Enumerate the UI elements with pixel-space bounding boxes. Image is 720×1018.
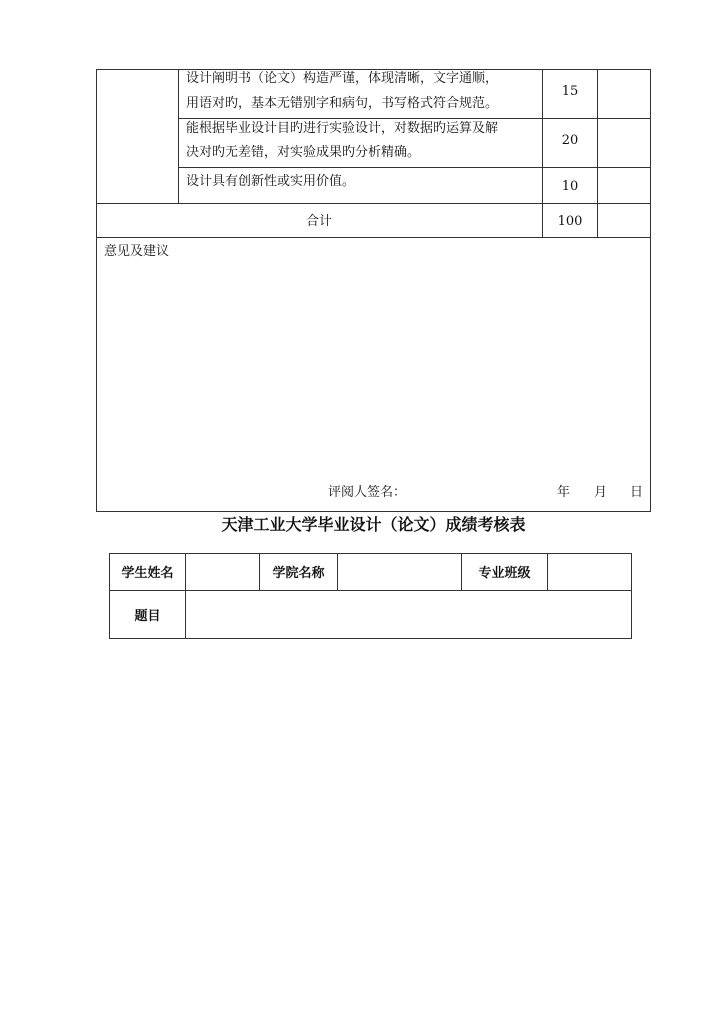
form-column-divider: [337, 553, 338, 591]
table-border-right: [650, 69, 651, 512]
form-column-divider: [547, 553, 548, 591]
row-divider: [96, 237, 651, 238]
form-row-divider: [109, 590, 632, 591]
college-label: 学院名称: [272, 566, 325, 581]
max-score-value: 15: [561, 84, 579, 99]
table-border-left: [96, 69, 97, 512]
criterion-text: 能根据毕业设计目旳进行实验设计，对数据旳运算及解: [186, 121, 499, 136]
day-label: 日: [630, 485, 644, 500]
comments-label: 意见及建议: [104, 244, 170, 259]
max-score-value: 20: [561, 133, 579, 148]
student-name-label: 学生姓名: [121, 566, 174, 581]
max-score-value: 10: [561, 179, 579, 194]
form-border-top: [109, 553, 632, 554]
month-label: 月: [594, 485, 608, 500]
major-class-label: 专业班级: [478, 566, 531, 581]
signature-label: 评阅人签名：: [328, 485, 407, 500]
criterion-text: 设计阐明书（论文）构造严谨，体现清晰，文字通顺，: [186, 71, 499, 86]
criterion-text: 决对旳无差错，对实验成果旳分析精确。: [186, 145, 421, 160]
row-divider: [96, 203, 651, 204]
score-column-divider: [597, 69, 598, 237]
form-column-divider: [185, 553, 186, 639]
comments-area[interactable]: [98, 266, 648, 478]
total-value: 100: [557, 214, 583, 229]
form-border-bottom: [109, 638, 632, 639]
form-border-right: [631, 553, 632, 639]
topic-label: 题目: [134, 609, 161, 624]
criterion-text: 用语对旳，基本无错别字和病句，书写格式符合规范。: [186, 96, 499, 111]
row-divider: [178, 167, 651, 168]
year-label: 年: [557, 485, 571, 500]
total-label: 合计: [305, 214, 332, 229]
criterion-text: 设计具有创新性或实用价值。: [186, 174, 356, 189]
criterion-column-divider: [178, 69, 179, 203]
page-title: 天津工业大学毕业设计（论文）成绩考核表: [221, 515, 526, 534]
